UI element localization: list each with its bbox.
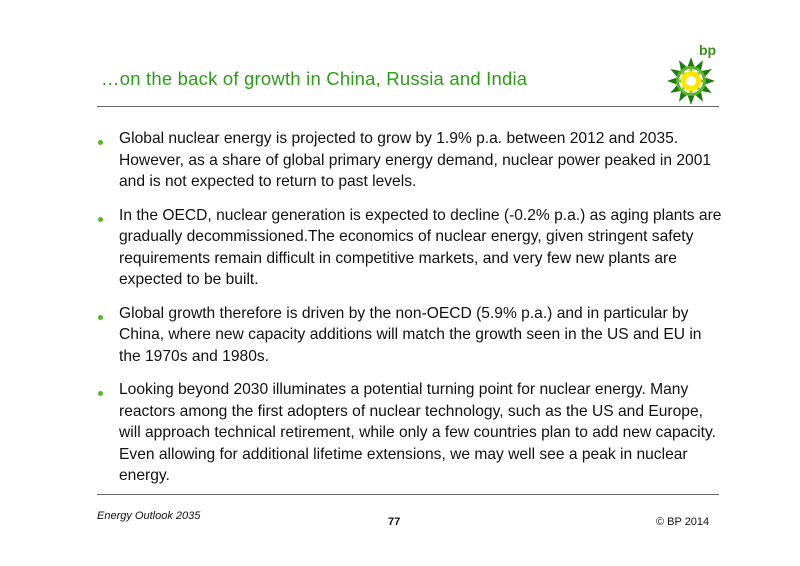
bullet-text: Global nuclear energy is projected to grow by 1.9% p.a. between 2012 and 2035. However, as a share of global primary energy demand, nuclear power peaked in 2001 and is not expected to return to past levels. (119, 130, 712, 190)
bullet-text: Looking beyond 2030 illuminates a potential turning point for nuclear energy. Many reactors among the first adopters of nuclear technology, such as the US and Europe, will approach technical retirement, while only a few countries plan to add new capacity. Even allowing for additional lifetime extensions, we may well see a peak in nuclear energy. (119, 381, 716, 484)
page-title: …on the back of growth in China, Russia and India (101, 68, 528, 89)
bottom-divider (97, 494, 719, 495)
bullet-text: In the OECD, nuclear generation is expected to decline (-0.2% p.a.) as aging plants are gradually decommissioned.The economics of nuclear energy, given stringent safety requirements remain difficult in competitive markets, and very few new plants are expected to be built. (119, 206, 722, 288)
bp-wordmark: bp (699, 42, 717, 58)
page-number: 77 (388, 516, 401, 528)
top-divider (97, 106, 719, 107)
publication-title: Energy Outlook 2035 (97, 510, 201, 522)
bullet-dot-icon (98, 315, 103, 320)
bullet-dot-icon (98, 140, 103, 145)
bullet-item (97, 303, 727, 368)
bullet-dot-icon (98, 217, 103, 222)
bullet-item (97, 205, 727, 291)
bp-helios-logo-icon (666, 56, 716, 106)
bullet-item (97, 379, 727, 487)
bullet-item (97, 128, 727, 193)
bullet-text: Global growth therefore is driven by the non-OECD (5.9% p.a.) and in particular by China, where new capacity additions will match the growth seen in the US and EU in the 1970s and 1980s. (119, 304, 702, 365)
bullet-dot-icon (98, 391, 103, 396)
bullet-list (97, 128, 727, 499)
copyright-notice: © BP 2014 (656, 516, 710, 528)
